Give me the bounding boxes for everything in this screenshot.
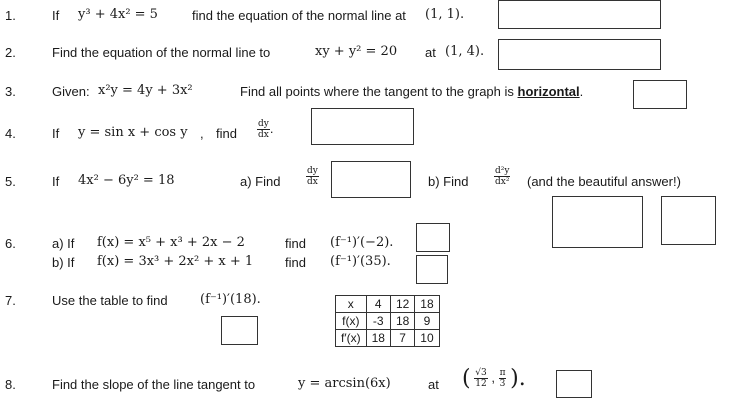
problem-number: 6.	[5, 236, 16, 251]
instruction: Find the slope of the line tangent to	[52, 377, 256, 392]
equation: xy + y² = 20	[315, 44, 398, 59]
answer-box-6b[interactable]	[416, 255, 448, 284]
line-b-target: (f⁻¹)′(35).	[330, 254, 391, 269]
answer-box-4[interactable]	[311, 108, 414, 145]
table-row	[336, 330, 440, 347]
derivative: $\frac{dy}{dx}$ .	[258, 119, 274, 140]
point: (1, 1).	[425, 7, 465, 22]
instruction: find the equation of the normal line at	[192, 8, 406, 23]
derivative: $\frac{dy}{dx}$	[307, 166, 318, 187]
line-b-label: b) If	[52, 255, 75, 270]
problem-number: 5.	[5, 174, 16, 189]
equation: y = sin x + cos y	[78, 125, 188, 140]
part-a-label: a) Find	[240, 174, 281, 189]
note: (and the beautiful answer!)	[527, 174, 681, 189]
if-label: If	[52, 126, 60, 141]
equation: 4x² − 6y² = 18	[78, 173, 175, 188]
at-label: at	[425, 45, 436, 60]
line-b-function: f(x) = 3x³ + 2x² + x + 1	[97, 254, 254, 269]
instruction: Find all points where the tangent to the graph is horizontal.	[240, 84, 584, 99]
problem-number: 8.	[5, 377, 16, 392]
instruction: Find the equation of the normal line to	[52, 45, 271, 60]
answer-box-7[interactable]	[221, 316, 258, 345]
table-cell: 18	[415, 296, 439, 313]
line-a-label: a) If	[52, 236, 75, 251]
instruction: Use the table to find	[52, 293, 168, 308]
table-cell: 18	[390, 313, 414, 330]
line-b-find: find	[285, 255, 306, 270]
problem-number: 2.	[5, 45, 16, 60]
table-cell: 9	[415, 313, 439, 330]
part-b-label: b) Find	[428, 174, 469, 189]
table-cell: 7	[390, 330, 414, 347]
table-cell: 18	[366, 330, 390, 347]
table-cell: 10	[415, 330, 439, 347]
table-row	[336, 296, 440, 313]
answer-box-6a[interactable]	[416, 223, 450, 252]
emphasis-horizontal: horizontal	[517, 84, 580, 99]
point: ( $\frac{√3}{12}$ , $\frac{\pi}{3}$ ).	[462, 366, 526, 391]
comma: ,	[200, 126, 204, 141]
target: (f⁻¹)′(18).	[200, 292, 261, 307]
answer-box-2[interactable]	[498, 39, 661, 70]
problem-number: 4.	[5, 126, 16, 141]
at-label: at	[428, 377, 439, 392]
problem-number: 7.	[5, 293, 16, 308]
find-label: find	[216, 126, 237, 141]
line-a-function: f(x) = x⁵ + x³ + 2x − 2	[97, 235, 245, 250]
given-label: Given:	[52, 84, 90, 99]
second-derivative: $\frac{\text{d²y}}{\text{dx²}}$	[495, 166, 510, 187]
table-cell: -3	[366, 313, 390, 330]
function-table	[335, 295, 440, 347]
line-a-find: find	[285, 236, 306, 251]
answer-box-5b-2[interactable]	[661, 196, 716, 245]
answer-box-5a[interactable]	[331, 161, 411, 198]
table-cell: 12	[390, 296, 414, 313]
answer-box-3[interactable]	[633, 80, 687, 109]
problem-number: 1.	[5, 8, 16, 23]
if-label: If	[52, 8, 60, 23]
table-cell: f′(x)	[336, 330, 367, 347]
answer-box-8[interactable]	[556, 370, 592, 398]
table-cell: x	[336, 296, 367, 313]
answer-box-5b-1[interactable]	[552, 196, 643, 248]
table-row	[336, 313, 440, 330]
table-cell: 4	[366, 296, 390, 313]
point: (1, 4).	[445, 44, 485, 59]
equation: y³ + 4x² = 5	[78, 7, 158, 22]
line-a-target: (f⁻¹)′(−2).	[330, 235, 394, 250]
equation: x²y = 4y + 3x²	[98, 83, 193, 98]
if-label: If	[52, 174, 60, 189]
answer-box-1[interactable]	[498, 0, 661, 29]
problem-number: 3.	[5, 84, 16, 99]
equation: y = arcsin(6x)	[298, 376, 391, 391]
table-cell: f(x)	[336, 313, 367, 330]
